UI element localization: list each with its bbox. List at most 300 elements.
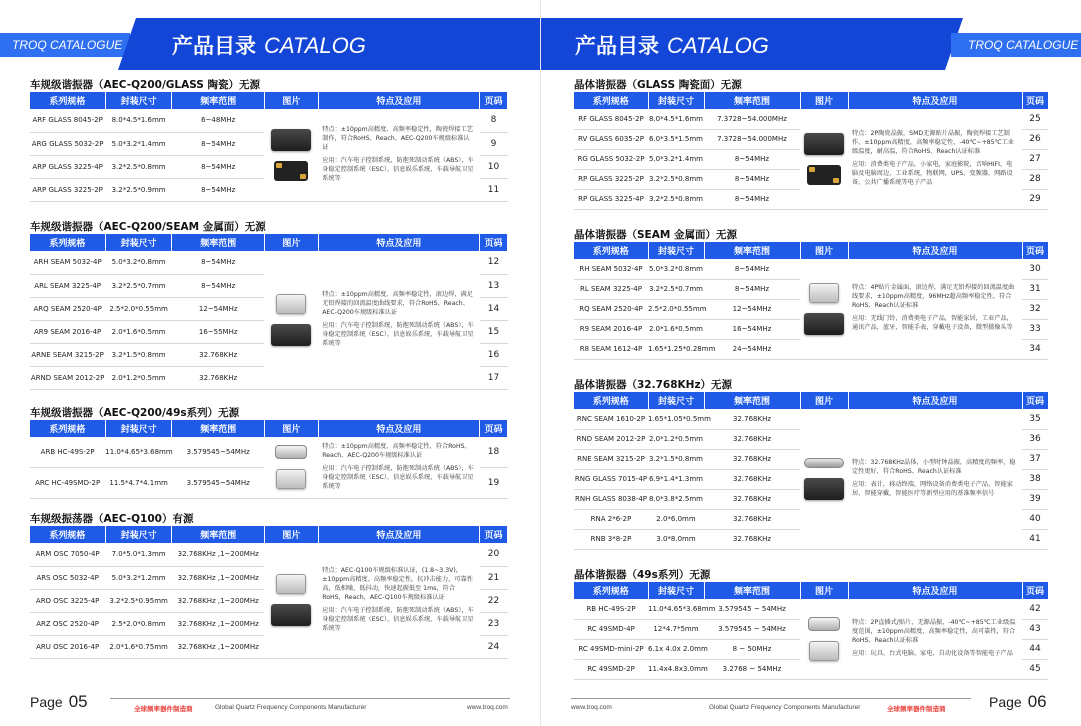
column-header: 特点及应用: [318, 526, 479, 543]
spec-cell: ARU OSC 2016-4P: [30, 635, 105, 658]
title-en: CATALOG: [264, 33, 366, 58]
page-ref-cell[interactable]: 38: [1022, 469, 1048, 489]
column-header: 页码: [1022, 92, 1048, 109]
column-header: 频率范围: [704, 582, 800, 599]
page-ref-cell[interactable]: 11: [480, 178, 508, 201]
crystal-chip-icon: [807, 165, 841, 185]
feature-text: 特点：AEC-Q100车规级标准认证，(1.8~3.3V)，±10ppm高精度、高频率稳定性，抗冲击能力，可靠性高，低相噪，低抖动，快速起振低至 1ms，符合RoHS，Reach，AEC-Q100车规级标准认证: [322, 566, 473, 601]
spec-cell: ARO OSC 3225-4P: [30, 589, 105, 612]
freq-cell: 16~55MHz: [172, 320, 264, 343]
catalog-section: [30, 406, 508, 499]
product-image: [264, 445, 318, 489]
column-header: 封装尺寸: [105, 92, 172, 109]
spec-cell: RC 49SMD-4P: [574, 619, 648, 639]
application-text: 应用：消费类电子产品，小家电，家庭影院，音响HIFI，电脑及电脑周边，工业系统，物联网，UPS，变频器，网路设备，公共广播系统等电子产品: [852, 160, 1013, 186]
size-cell: 11.0*4.65*3.68mm: [648, 599, 704, 619]
crystal-chip-icon: [808, 617, 840, 631]
spec-cell: R8 SEAM 1612-4P: [574, 339, 648, 359]
table-header-row: [30, 526, 508, 543]
table-row: [574, 409, 1048, 429]
size-cell: 3.2*2.5*0.7mm: [105, 274, 172, 297]
spec-cell: ARP GLASS 3225-2P: [30, 178, 105, 201]
page-ref-cell[interactable]: 30: [1022, 259, 1048, 279]
page-ref-cell[interactable]: 9: [480, 132, 508, 155]
column-header: 频率范围: [704, 242, 800, 259]
size-cell: 3.2*2.5*0.9mm: [105, 178, 172, 201]
application-text: 应用：汽车电子控制系统，防抱死制动系统（ABS），车身稳定控制系统（ESC），信息娱乐系统、车载导航卫星系统等: [322, 606, 474, 632]
page-ref-cell[interactable]: 24: [480, 635, 508, 658]
catalog-section: [30, 78, 508, 202]
table-header-row: [30, 92, 508, 109]
footer-right: [541, 692, 1080, 712]
product-table: [30, 92, 508, 202]
page-ref-cell[interactable]: 17: [480, 366, 508, 389]
table-header-row: [574, 392, 1048, 409]
crystal-chip-icon: [804, 133, 844, 155]
section-title: 晶体谐振器（49s系列）无源: [574, 569, 711, 581]
crystal-chip-icon: [276, 574, 306, 594]
feature-text: 特点：±10ppm高精度、高频率稳定性，陶瓷焊接工艺制作，符合RoHS、Reach、AEC-Q200车规级标准认证: [322, 125, 473, 151]
footer-tagline-en: Global Quartz Frequency Components Manufacturer: [215, 704, 367, 711]
features-cell: [848, 109, 1022, 209]
crystal-chip-icon: [804, 478, 844, 500]
spec-cell: RNG GLASS 7015-4P: [574, 469, 648, 489]
spec-cell: ARNE SEAM 3215-2P: [30, 343, 105, 366]
section-title: 晶体谐振器（GLASS 陶瓷面）无源: [574, 79, 742, 91]
application-text: 应用：无线门铃，消费类电子产品，智能家居，工业产品，通讯产品，蓝牙，智能手表，穿戴电子设备，微型摄像头等: [852, 315, 1013, 332]
crystal-chip-icon: [271, 129, 311, 151]
column-header: 系列规格: [574, 392, 648, 409]
spec-cell: ARP GLASS 3225-4P: [30, 155, 105, 178]
column-header: 图片: [800, 242, 848, 259]
footer-left: [0, 692, 540, 712]
catalog-section: [30, 220, 508, 390]
crystal-chip-icon: [275, 445, 307, 459]
catalog-section: [574, 378, 1048, 550]
freq-cell: 32.768KHz: [704, 409, 800, 429]
column-header: 特点及应用: [848, 92, 1022, 109]
freq-cell: 6~48MHz: [172, 109, 264, 132]
product-table: [30, 234, 508, 390]
freq-cell: 32.768KHz: [704, 429, 800, 449]
product-image: [800, 283, 848, 335]
table-header-row: [30, 234, 508, 251]
spec-cell: RNH GLASS 8038-4P: [574, 489, 648, 509]
column-header: 图片: [264, 526, 318, 543]
column-header: 页码: [480, 526, 508, 543]
application-text: 应用：玩具、台式电脑、家电、自动化设备等智能电子产品: [852, 649, 1013, 657]
page-ref-cell[interactable]: 26: [1022, 129, 1048, 149]
freq-cell: 8~54MHz: [704, 149, 800, 169]
freq-cell: 8~54MHz: [172, 274, 264, 297]
section-title: 晶体谐振器（32.768KHz）无源: [574, 379, 733, 391]
catalog-page-right: [540, 0, 1080, 726]
page-title: [575, 30, 769, 60]
page-ref-cell[interactable]: 37: [1022, 449, 1048, 469]
section-title: 车规级谐振器（AEC-Q200/GLASS 陶瓷）无源: [30, 79, 261, 91]
freq-cell: 7.3728~54.000MHz: [704, 109, 800, 129]
column-header: 频率范围: [172, 420, 264, 437]
footer-tagline-cn: 全球频率器件制造商: [134, 705, 193, 713]
spec-cell: RB HC-49S-2P: [574, 599, 648, 619]
spec-cell: RV GLASS 6035-2P: [574, 129, 648, 149]
application-text: 应用：汽车电子控制系统，防抱死制动系统（ABS），车身稳定控制系统（ESC），信息娱乐系统、车载导航卫星系统等: [322, 321, 474, 347]
page-ref-cell[interactable]: 43: [1022, 619, 1048, 639]
table-header-row: [574, 242, 1048, 259]
spec-cell: ARH SEAM 5032-4P: [30, 251, 105, 274]
spec-cell: ARND SEAM 2012-2P: [30, 366, 105, 389]
freq-cell: 7.3728~54.000MHz: [704, 129, 800, 149]
column-header: 封装尺寸: [648, 92, 704, 109]
product-table: [574, 392, 1049, 550]
page-ref-cell[interactable]: 22: [480, 589, 508, 612]
freq-cell: 12~54MHz: [172, 297, 264, 320]
size-cell: 5.0*3.2*0.8mm: [648, 259, 704, 279]
product-image: [800, 617, 848, 661]
size-cell: 7.0*5.0*1.3mm: [105, 543, 172, 566]
footer-tagline-en: Global Quartz Frequency Components Manufacturer: [709, 704, 861, 711]
column-header: 特点及应用: [318, 420, 479, 437]
size-cell: 2.0*6.0mm: [648, 509, 704, 529]
spec-cell: RNE SEAM 3215-2P: [574, 449, 648, 469]
product-table: [574, 582, 1049, 680]
size-cell: 2.0*1.6*0.75mm: [105, 635, 172, 658]
size-cell: 3.0*8.0mm: [648, 529, 704, 549]
catalog-section: [30, 512, 508, 659]
product-image: [264, 574, 318, 626]
table-header-row: [574, 582, 1048, 599]
page-ref-cell[interactable]: 19: [480, 468, 508, 499]
size-cell: 1.65*1.25*0.28mm: [648, 339, 704, 359]
size-cell: 5.0*3.2*1.4mm: [648, 149, 704, 169]
column-header: 页码: [1022, 242, 1048, 259]
freq-cell: 32.768KHz: [704, 489, 800, 509]
crystal-chip-icon: [271, 324, 311, 346]
page-ref-cell[interactable]: 13: [480, 274, 508, 297]
product-image-cell: [264, 251, 318, 389]
size-cell: 8.0*4.5*1.6mm: [105, 109, 172, 132]
catalog-section: [574, 228, 1048, 360]
column-header: 系列规格: [574, 582, 648, 599]
column-header: 图片: [800, 392, 848, 409]
section-title: 车规级谐振器（AEC-Q200/49s系列）无源: [30, 407, 240, 419]
size-cell: 8.0*4.5*1.6mm: [648, 109, 704, 129]
section-title: 晶体谐振器（SEAM 金属面）无源: [574, 229, 737, 241]
column-header: 系列规格: [574, 92, 648, 109]
column-header: 封装尺寸: [105, 234, 172, 251]
size-cell: 1.65*1.05*0.5mm: [648, 409, 704, 429]
page-number: Page 05: [30, 692, 88, 711]
spec-cell: ARL SEAM 3225-4P: [30, 274, 105, 297]
spec-cell: ARB HC-49S-2P: [30, 437, 105, 468]
freq-cell: 3.579545 ~ 54MHz: [704, 599, 800, 619]
size-cell: 5.0*3.2*0.8mm: [105, 251, 172, 274]
product-image-cell: [264, 437, 318, 498]
column-header: 系列规格: [30, 92, 105, 109]
size-cell: 2.0*1.6*0.5mm: [105, 320, 172, 343]
crystal-chip-icon: [276, 294, 306, 314]
table-row: [30, 109, 508, 132]
freq-cell: 3.579545 ~ 54MHz: [704, 619, 800, 639]
column-header: 特点及应用: [848, 392, 1022, 409]
freq-cell: 8~54MHz: [704, 189, 800, 209]
page-ref-cell[interactable]: 40: [1022, 509, 1048, 529]
freq-cell: 12~54MHz: [704, 299, 800, 319]
crystal-chip-icon: [276, 469, 306, 489]
spec-cell: R9 SEAM 2016-4P: [574, 319, 648, 339]
size-cell: 2.5*2.0*0.8mm: [105, 612, 172, 635]
size-cell: 5.0*3.2*1.2mm: [105, 566, 172, 589]
column-header: 频率范围: [172, 234, 264, 251]
size-cell: 8.0*3.8*2.5mm: [648, 489, 704, 509]
spec-cell: AR9 SEAM 2016-4P: [30, 320, 105, 343]
spec-cell: ARZ OSC 2520-4P: [30, 612, 105, 635]
page-ref-cell[interactable]: 18: [480, 437, 508, 468]
crystal-chip-icon: [809, 641, 839, 661]
freq-cell: 8~54MHz: [172, 251, 264, 274]
page-ref-cell[interactable]: 10: [480, 155, 508, 178]
freq-cell: 8~54MHz: [704, 279, 800, 299]
page-title: [172, 30, 366, 60]
size-cell: 2.0*1.6*0.5mm: [648, 319, 704, 339]
column-header: 页码: [480, 234, 508, 251]
freq-cell: 8~54MHz: [172, 178, 264, 201]
title-cn: 产品目录: [575, 34, 659, 58]
footer-divider: [110, 698, 510, 699]
section-title: 车规级谐振器（AEC-Q200/SEAM 金属面）无源: [30, 221, 266, 233]
crystal-chip-icon: [804, 458, 844, 468]
page-ref-cell[interactable]: 25: [1022, 109, 1048, 129]
freq-cell: 3.579545~54MHz: [172, 437, 264, 468]
spec-cell: ARG GLASS 5032-2P: [30, 132, 105, 155]
size-cell: 3.2*2.5*0.95mm: [105, 589, 172, 612]
page-ref-cell[interactable]: 44: [1022, 639, 1048, 659]
page-ref-cell[interactable]: 33: [1022, 319, 1048, 339]
freq-cell: 32.768KHz ,1~200MHz: [172, 635, 264, 658]
size-cell: 2.5*2.0*0.55mm: [105, 297, 172, 320]
table-row: [30, 251, 508, 274]
column-header: 频率范围: [704, 92, 800, 109]
size-cell: 3.2*1.5*0.8mm: [105, 343, 172, 366]
freq-cell: 8~54MHz: [172, 155, 264, 178]
spec-cell: RNA 2*6-2P: [574, 509, 648, 529]
column-header: 图片: [800, 582, 848, 599]
column-header: 封装尺寸: [105, 526, 172, 543]
column-header: 特点及应用: [318, 234, 479, 251]
features-cell: [318, 543, 479, 658]
page-ref-cell[interactable]: 35: [1022, 409, 1048, 429]
page-ref-cell[interactable]: 36: [1022, 429, 1048, 449]
page-ref-cell[interactable]: 42: [1022, 599, 1048, 619]
catalog-label: TROQ CATALOGUE: [12, 38, 123, 52]
column-header: 封装尺寸: [648, 582, 704, 599]
product-image-cell: [264, 109, 318, 201]
catalog-label: TROQ CATALOGUE: [968, 38, 1079, 52]
freq-cell: 32.768KHz: [704, 509, 800, 529]
column-header: 频率范围: [172, 526, 264, 543]
freq-cell: 3.579545~54MHz: [172, 468, 264, 499]
spec-cell: RL SEAM 3225-4P: [574, 279, 648, 299]
page-ref-cell[interactable]: 12: [480, 251, 508, 274]
feature-text: 特点：±10ppm高精度、高频率稳定性，滚边焊，满足无铅焊接的回流温度曲线要求，符合RoHS、Reach、AEC-Q200车规级标准认证: [322, 290, 473, 316]
freq-cell: 32.768KHz ,1~200MHz: [172, 543, 264, 566]
section-title: 车规级振荡器（AEC-Q100）有源: [30, 513, 194, 525]
product-image-cell: [800, 409, 848, 549]
page-ref-cell[interactable]: 20: [480, 543, 508, 566]
size-cell: 2.0*1.2*0.5mm: [648, 429, 704, 449]
page-ref-cell[interactable]: 23: [480, 612, 508, 635]
freq-cell: 8~54MHz: [704, 169, 800, 189]
product-image: [264, 294, 318, 346]
freq-cell: 8~54MHz: [172, 132, 264, 155]
freq-cell: 32.768KHz ,1~200MHz: [172, 589, 264, 612]
product-table: [30, 526, 508, 659]
column-header: 特点及应用: [848, 582, 1022, 599]
page-ref-cell[interactable]: 45: [1022, 659, 1048, 679]
size-cell: 3.2*1.5*0.8mm: [648, 449, 704, 469]
footer-url[interactable]: www.troq.com: [467, 704, 508, 711]
size-cell: 3.2*2.5*0.8mm: [648, 189, 704, 209]
page-ref-cell[interactable]: 34: [1022, 339, 1048, 359]
page-ref-cell[interactable]: 31: [1022, 279, 1048, 299]
page-ref-cell[interactable]: 14: [480, 297, 508, 320]
column-header: 特点及应用: [318, 92, 479, 109]
column-header: 图片: [264, 420, 318, 437]
column-header: 图片: [264, 234, 318, 251]
spec-cell: RQ SEAM 2520-4P: [574, 299, 648, 319]
table-row: [30, 437, 508, 468]
page-ref-cell[interactable]: 28: [1022, 169, 1048, 189]
page-ref-cell[interactable]: 21: [480, 566, 508, 589]
product-image-cell: [800, 599, 848, 679]
column-header: 页码: [1022, 392, 1048, 409]
product-table: [574, 92, 1049, 210]
spec-cell: RNB 3*8-2P: [574, 529, 648, 549]
spec-cell: RC 49SMD-mini-2P: [574, 639, 648, 659]
feature-text: 特点：2P陶瓷晶振，SMD无源贴片晶振，陶瓷焊接工艺制作，±10ppm高精度，高频率稳定性，-40℃~+85℃工业级温度，耐高温，符合RoHS、Reach认证标准: [852, 129, 1014, 155]
features-cell: [848, 409, 1022, 549]
freq-cell: 8 ~ 50MHz: [704, 639, 800, 659]
column-header: 特点及应用: [848, 242, 1022, 259]
footer-url[interactable]: www.troq.com: [571, 704, 612, 711]
feature-text: 特点：32.768KHz晶体，小型时钟晶振，高精度的频率，稳定性更好，符合RoHS、Reach认证标准: [852, 458, 1016, 475]
page-ref-cell[interactable]: 41: [1022, 529, 1048, 549]
product-table: [30, 420, 508, 499]
column-header: 系列规格: [30, 526, 105, 543]
freq-cell: 32.768KHz: [172, 343, 264, 366]
features-cell: [318, 437, 479, 498]
spec-cell: RNC SEAM 1610-2P: [574, 409, 648, 429]
size-cell: 12*4.7*5mm: [648, 619, 704, 639]
product-image: [264, 129, 318, 181]
column-header: 图片: [800, 92, 848, 109]
table-row: [574, 109, 1048, 129]
page-ref-cell[interactable]: 29: [1022, 189, 1048, 209]
size-cell: 11.4x4.8x3.0mm: [648, 659, 704, 679]
page-number: Page 06: [989, 692, 1047, 711]
page-ref-cell[interactable]: 32: [1022, 299, 1048, 319]
size-cell: 11.0*4.65*3.68mm: [105, 437, 172, 468]
spec-cell: ARQ SEAM 2520-4P: [30, 297, 105, 320]
freq-cell: 32.768KHz ,1~200MHz: [172, 566, 264, 589]
spec-cell: RP GLASS 3225-4P: [574, 189, 648, 209]
spec-cell: ARC HC-49SMD-2P: [30, 468, 105, 499]
spec-cell: RF GLASS 8045-2P: [574, 109, 648, 129]
crystal-chip-icon: [271, 604, 311, 626]
page-ref-cell[interactable]: 15: [480, 320, 508, 343]
size-cell: 6.1x 4.0x 2.0mm: [648, 639, 704, 659]
column-header: 封装尺寸: [105, 420, 172, 437]
size-cell: 6.9*1.4*1.3mm: [648, 469, 704, 489]
crystal-chip-icon: [804, 313, 844, 335]
size-cell: 11.5*4.7*4.1mm: [105, 468, 172, 499]
footer-tagline-cn: 全球频率器件制造商: [887, 705, 946, 713]
product-image-cell: [800, 109, 848, 209]
feature-text: 特点：4P贴片金属面，滚边焊，满足无铅焊接的回流温度曲线要求，±10ppm高精度，96MHz超高频率稳定性，符合RoHS、Reach认证标准: [852, 284, 1015, 310]
crystal-chip-icon: [809, 283, 839, 303]
size-cell: 2.5*2.0*0.55mm: [648, 299, 704, 319]
title-en: CATALOG: [667, 33, 769, 58]
feature-text: 特点：±10ppm高精度、高频率稳定性，符合RoHS、Reach、AEC-Q200车规级标准认证: [322, 443, 471, 459]
spec-cell: RC 49SMD-2P: [574, 659, 648, 679]
features-cell: [848, 599, 1022, 679]
size-cell: 2.0*1.2*0.5mm: [105, 366, 172, 389]
column-header: 页码: [1022, 582, 1048, 599]
column-header: 页码: [480, 420, 508, 437]
column-header: 频率范围: [704, 392, 800, 409]
table-header-row: [30, 420, 508, 437]
freq-cell: 3.2768 ~ 54MHz: [704, 659, 800, 679]
crystal-chip-icon: [274, 161, 308, 181]
freq-cell: 32.768KHz: [704, 449, 800, 469]
catalog-section: [574, 568, 1048, 680]
page-ref-cell[interactable]: 8: [480, 109, 508, 132]
spec-cell: RG GLASS 5032-2P: [574, 149, 648, 169]
column-header: 页码: [480, 92, 508, 109]
freq-cell: 32.768KHz ,1~200MHz: [172, 612, 264, 635]
column-header: 系列规格: [30, 234, 105, 251]
freq-cell: 32.768KHz: [704, 469, 800, 489]
size-cell: 3.2*2.5*0.8mm: [648, 169, 704, 189]
feature-text: 特点：2P直插式/贴片，无源晶振，-40℃~+85℃工业级温度范围，±10ppm高精度，高频率稳定性，高可靠性，符合RoHS、Reach认证标准: [852, 618, 1016, 644]
size-cell: 3.2*2.5*0.7mm: [648, 279, 704, 299]
features-cell: [318, 251, 479, 389]
catalog-page-left: [0, 0, 540, 726]
freq-cell: 8~54MHz: [704, 259, 800, 279]
page-ref-cell[interactable]: 39: [1022, 489, 1048, 509]
size-cell: 3.2*2.5*0.8mm: [105, 155, 172, 178]
column-header: 封装尺寸: [648, 242, 704, 259]
column-header: 系列规格: [30, 420, 105, 437]
column-header: 系列规格: [574, 242, 648, 259]
page-ref-cell[interactable]: 27: [1022, 149, 1048, 169]
spec-cell: ARF GLASS 8045-2P: [30, 109, 105, 132]
spec-cell: ARS OSC 5032-4P: [30, 566, 105, 589]
spec-cell: RH SEAM 5032-4P: [574, 259, 648, 279]
product-image: [800, 133, 848, 185]
spec-cell: RP GLASS 3225-2P: [574, 169, 648, 189]
freq-cell: 32.768KHz: [172, 366, 264, 389]
spec-cell: ARM OSC 7050-4P: [30, 543, 105, 566]
table-row: [574, 599, 1048, 619]
product-image-cell: [264, 543, 318, 658]
table-row: [30, 543, 508, 566]
application-text: 应用：表计，移动终端，网络设备消费类电子产品，智能家居，智能穿戴，智能医疗等新型应用的基准频率信号: [852, 480, 1013, 497]
page-ref-cell[interactable]: 16: [480, 343, 508, 366]
freq-cell: 32.768KHz: [704, 529, 800, 549]
size-cell: 5.0*3.2*1.4mm: [105, 132, 172, 155]
column-header: 图片: [264, 92, 318, 109]
